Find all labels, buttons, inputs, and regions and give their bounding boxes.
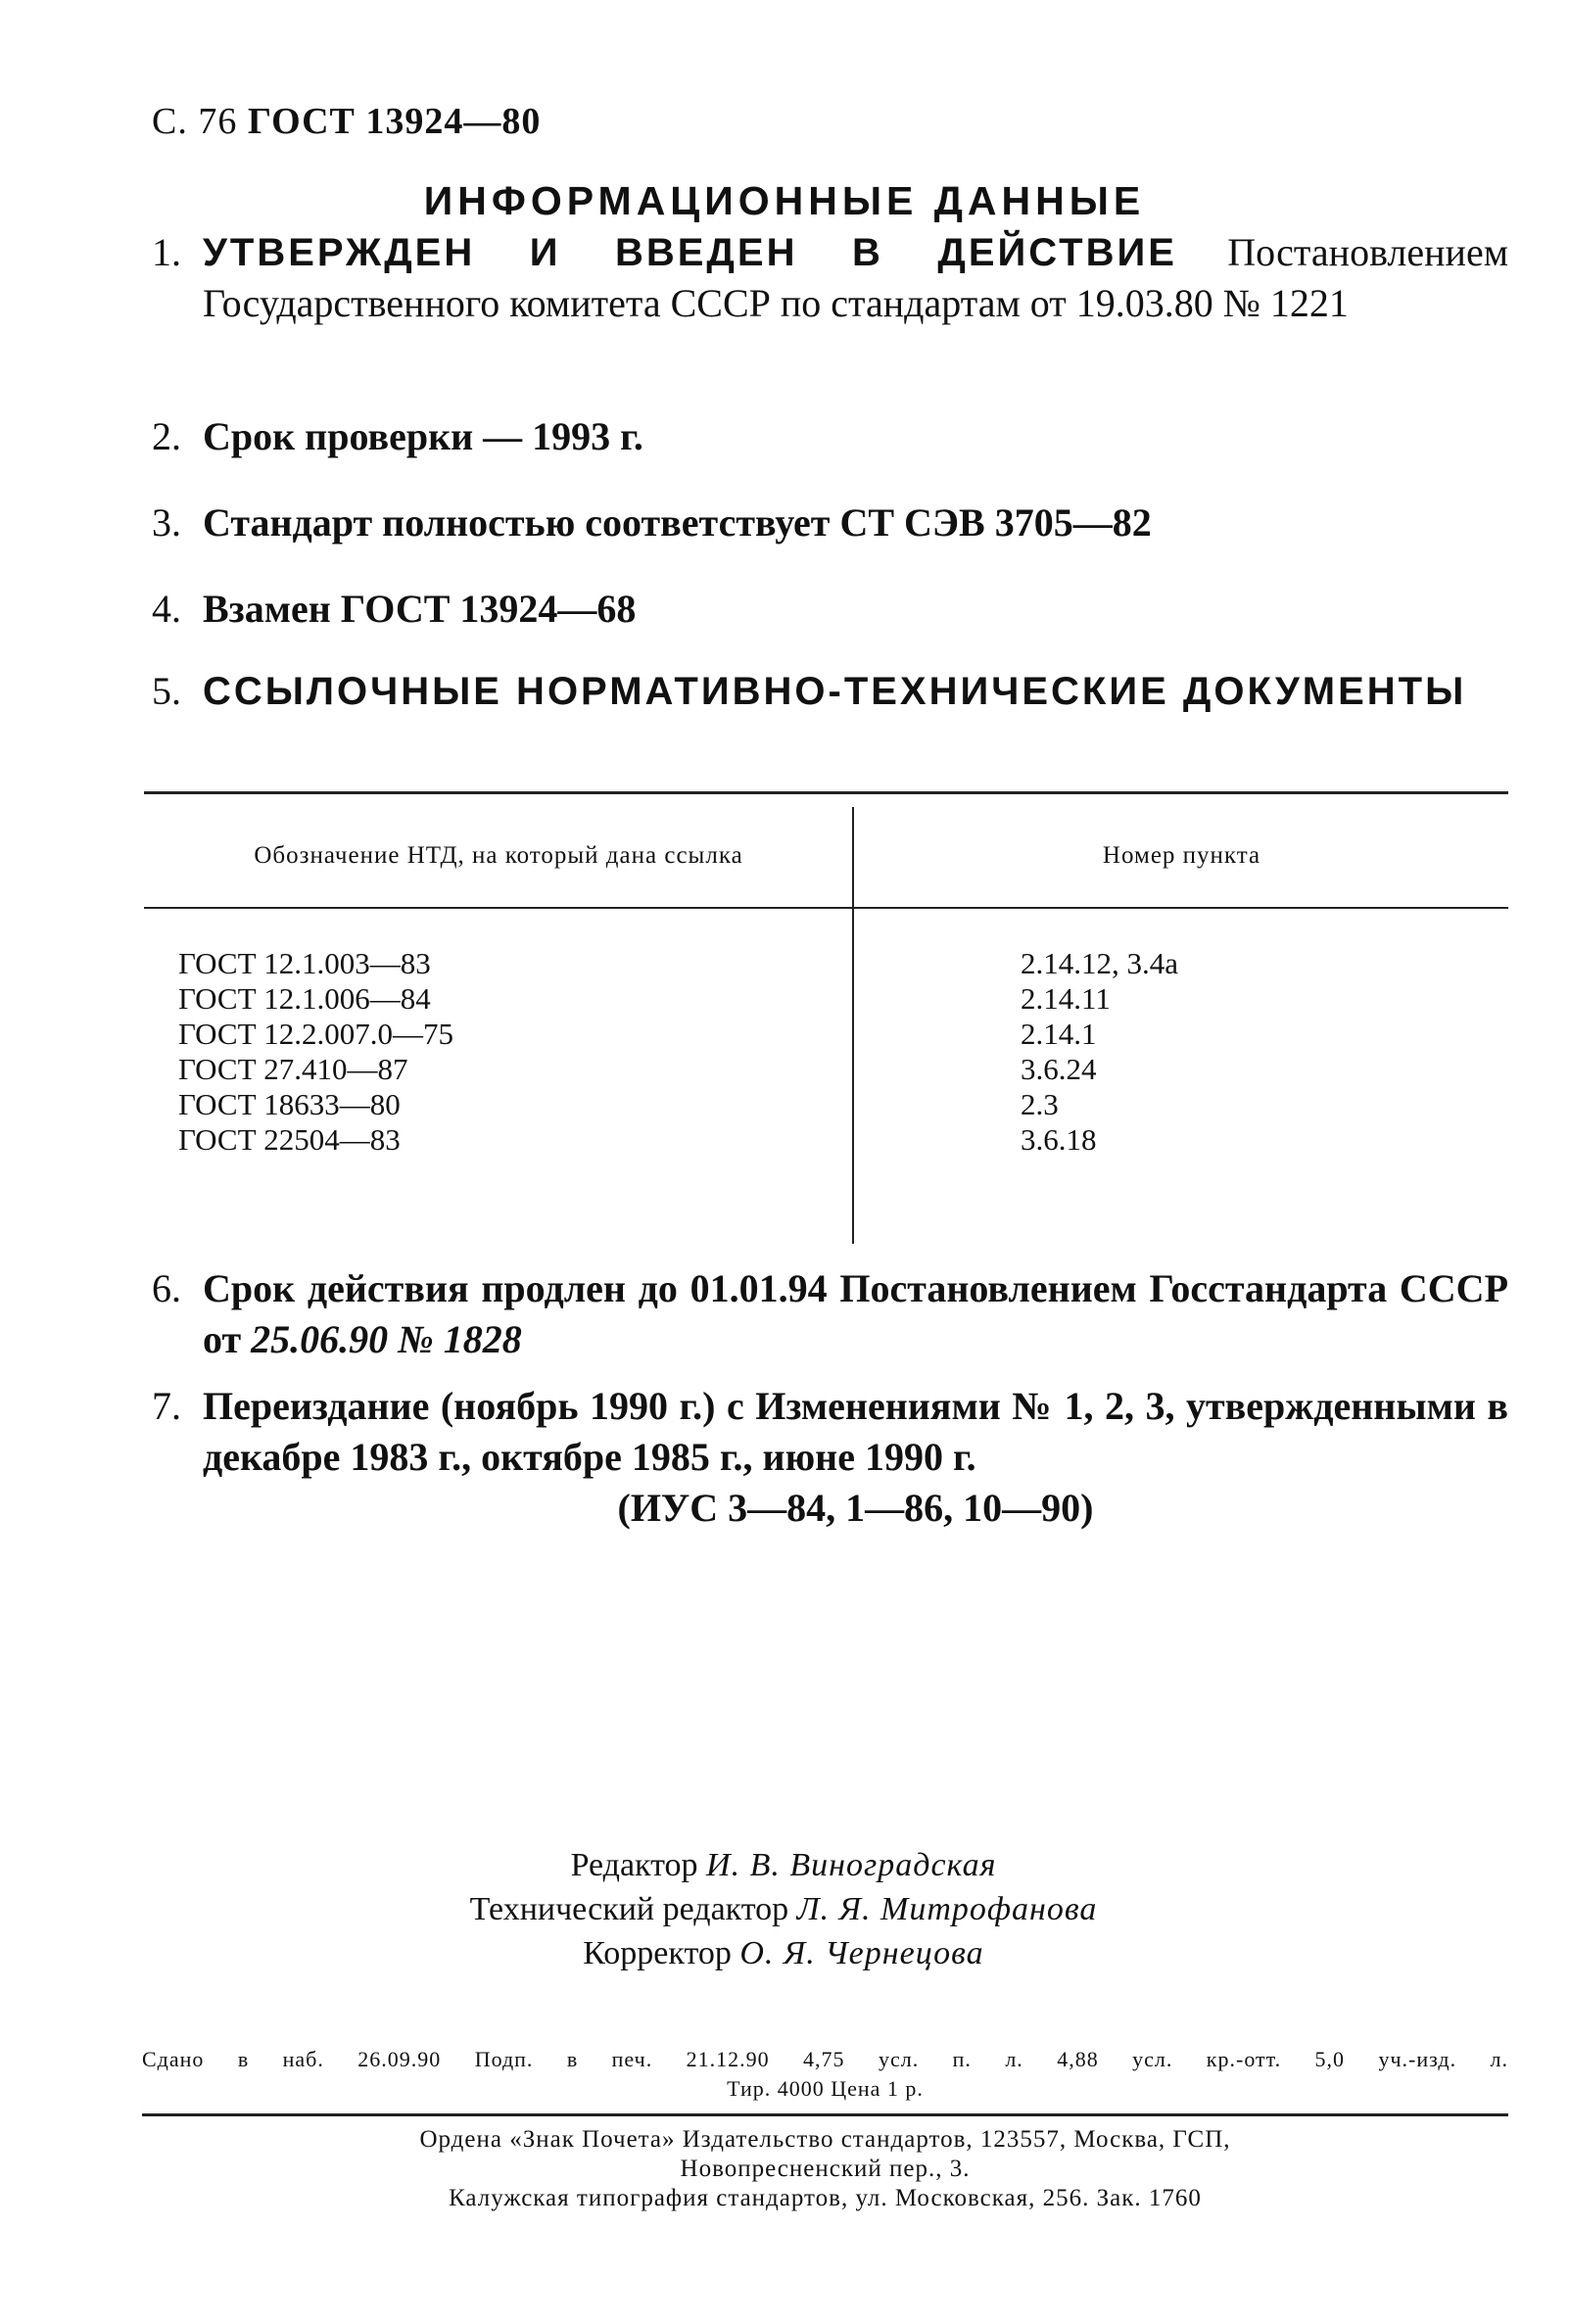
item-date-number: 25.06.90 № 1828 [251, 1317, 522, 1361]
item-text: Постановлением Государственного комитета СССР по стандартам от 19.03.80 № 1221 [203, 230, 1509, 325]
item-number: 3. [152, 500, 181, 545]
item-caps-text: УТВЕРЖДЕН И ВВЕДЕН В ДЕЙСТВИЕ [203, 231, 1177, 274]
credit-role: Корректор [583, 1935, 732, 1971]
page-number: С. 76 [152, 101, 238, 142]
section-title: ИНФОРМАЦИОННЫЕ ДАННЫЕ [423, 178, 1146, 223]
table-cell-clause: 2.14.1 [1021, 1017, 1097, 1051]
table-header-ntd: Обозначение НТД, на который дана ссылка [254, 842, 743, 869]
info-item-7 [152, 1381, 1508, 1534]
item-number: 1. [152, 230, 181, 274]
imprint-line-2: Тир. 4000 Цена 1 р. [727, 2076, 924, 2101]
table-cell-ntd: ГОСТ 12.1.003—83 [178, 946, 431, 980]
item-number: 6. [152, 1266, 181, 1310]
publisher-line: Новопресненский пер., 3. [680, 2156, 971, 2182]
table-cell-clause: 3.6.18 [1021, 1122, 1097, 1157]
item-number: 4. [152, 587, 181, 631]
item-number: 5. [152, 669, 181, 713]
credit-name: О. Я. Чернецова [739, 1935, 984, 1971]
table-cell-ntd: ГОСТ 27.410—87 [178, 1052, 408, 1086]
publisher-line: Ордена «Знак Почета» Издательство стандартов, 123557, Москва, ГСП, [419, 2126, 1231, 2153]
reference-table [144, 791, 1508, 1252]
table-cell-ntd: ГОСТ 22504—83 [178, 1122, 401, 1157]
item-number: 2. [152, 414, 181, 458]
item-text: Взамен ГОСТ 13924—68 [203, 587, 637, 631]
publisher-line: Калужская типография стандартов, ул. Московская, 256. Зак. 1760 [449, 2185, 1202, 2211]
credit-role: Технический редактор [469, 1891, 789, 1927]
table-top-rule [144, 791, 1508, 794]
item-caps-text: ССЫЛОЧНЫЕ НОРМАТИВНО-ТЕХНИЧЕСКИЕ ДОКУМЕНТЫ [203, 670, 1467, 713]
table-header-clause: Номер пункта [1102, 842, 1261, 869]
item-text: Переиздание (ноябрь 1990 г.) с Изменениями № 1, 2, 3, утвержденными в декабре 1983 г., октябре 1985 г., июне 1990 г. [203, 1384, 1508, 1479]
table-column-clause [1021, 946, 1178, 1158]
table-cell-clause: 2.3 [1021, 1087, 1059, 1121]
table-header-rule [144, 907, 1508, 909]
table-cell-ntd: ГОСТ 12.1.006—84 [178, 981, 431, 1016]
credit-role: Редактор [570, 1847, 698, 1883]
credit-proofreader [294, 1931, 1273, 1975]
table-column-divider [852, 807, 854, 1244]
imprint-rule [142, 2113, 1508, 2116]
item-text: Стандарт полностью соответствует СТ СЭВ 3705—82 [203, 500, 1152, 545]
table-cell-clause: 3.6.24 [1021, 1052, 1097, 1086]
table-column-ntd [178, 946, 453, 1158]
item-number: 7. [152, 1384, 181, 1428]
item-ius-reference: (ИУС 3—84, 1—86, 10—90) [617, 1486, 1094, 1530]
table-cell-clause: 2.14.11 [1021, 981, 1111, 1016]
info-item-2 [152, 411, 1508, 462]
item-text: Срок действия продлен до 01.01.94 Постановлением Госстандарта СССР от [203, 1266, 1508, 1361]
editorial-credits [294, 1843, 1273, 1975]
info-item-5 [152, 666, 1508, 717]
imprint-line-1: Сдано в наб. 26.09.90 Подп. в печ. 21.12.90 4,75 усл. п. л. 4,88 усл. кр.-отт. 5,0 уч.-изд. л. [142, 2047, 1508, 2071]
credit-tech-editor [294, 1887, 1273, 1931]
credit-editor [294, 1843, 1273, 1887]
credit-name: И. В. Виноградская [706, 1847, 997, 1883]
info-item-3 [152, 498, 1508, 548]
table-cell-ntd: ГОСТ 12.2.007.0—75 [178, 1017, 454, 1051]
info-item-4 [152, 584, 1508, 635]
item-text: Срок проверки — 1993 г. [203, 414, 643, 458]
credit-name: Л. Я. Митрофанова [796, 1891, 1098, 1927]
page-header [152, 100, 541, 143]
info-item-6 [152, 1263, 1508, 1365]
table-cell-clause: 2.14.12, 3.4а [1021, 946, 1179, 980]
publisher-info [142, 2125, 1508, 2213]
header-doc-code: ГОСТ 13924—80 [247, 101, 542, 142]
table-cell-ntd: ГОСТ 18633—80 [178, 1087, 401, 1121]
info-item-1 [152, 227, 1508, 329]
